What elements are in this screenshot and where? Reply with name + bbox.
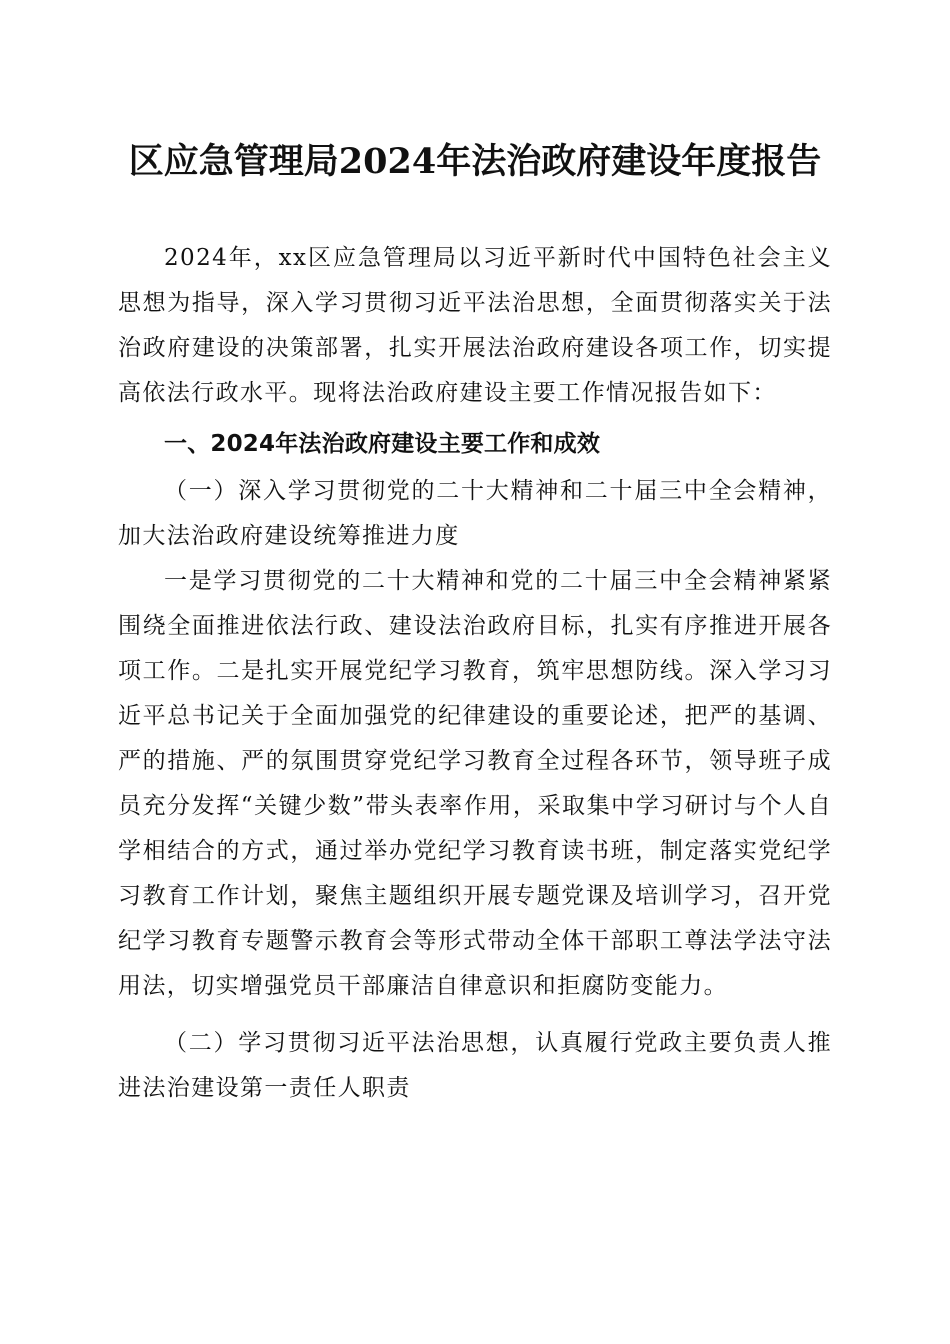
subsection-heading-2: （二）学习贯彻习近平法治思想，认真履行党政主要负责人推进法治建设第一责任人职责 (118, 1030, 832, 1101)
document-title: 区应急管理局2024年法治政府建设年度报告 (128, 141, 822, 182)
subsection-1-paragraph: 一是学习贯彻党的二十大精神和党的二十届三中全会精神紧紧围绕全面推进依法行政、建设法治政府目标，扎实有序推进开展各项工作。二是扎实开展党纪学习教育，筑牢思想防线。深入学习习近平总书记关于全面加强党的纪律建设的重要论述，把严的基调、严的措施、严的氛围贯穿党纪学习教育全过程各环节，领导班子成员充分发挥“关键少数”带头表率作用，采取集中学习研讨与个人自学相结合的方式，通过举办党纪学习教育读书班，制定落实党纪学习教育工作计划，聚焦主题组织开展专题党课及培训学习，召开党纪学习教育专题警示教育会等形式带动全体干部职工尊法学法守法用法，切实增强党员干部廉洁自律意识和拒腐防变能力。 (118, 568, 832, 999)
document-page (118, 138, 832, 1101)
section-heading-1: 一、2024年法治政府建设主要工作和成效 (164, 431, 601, 457)
subsection-heading-1: （一）深入学习贯彻党的二十大精神和二十届三中全会精神，加大法治政府建设统筹推进力度 (118, 478, 832, 549)
document-body (118, 236, 832, 1111)
intro-paragraph: 2024年，xx区应急管理局以习近平新时代中国特色社会主义思想为指导，深入学习贯彻习近平法治思想，全面贯彻落实关于法治政府建设的决策部署，扎实开展法治政府建设各项工作，切实提高依法行政水平。现将法治政府建设主要工作情况报告如下： (118, 245, 832, 406)
